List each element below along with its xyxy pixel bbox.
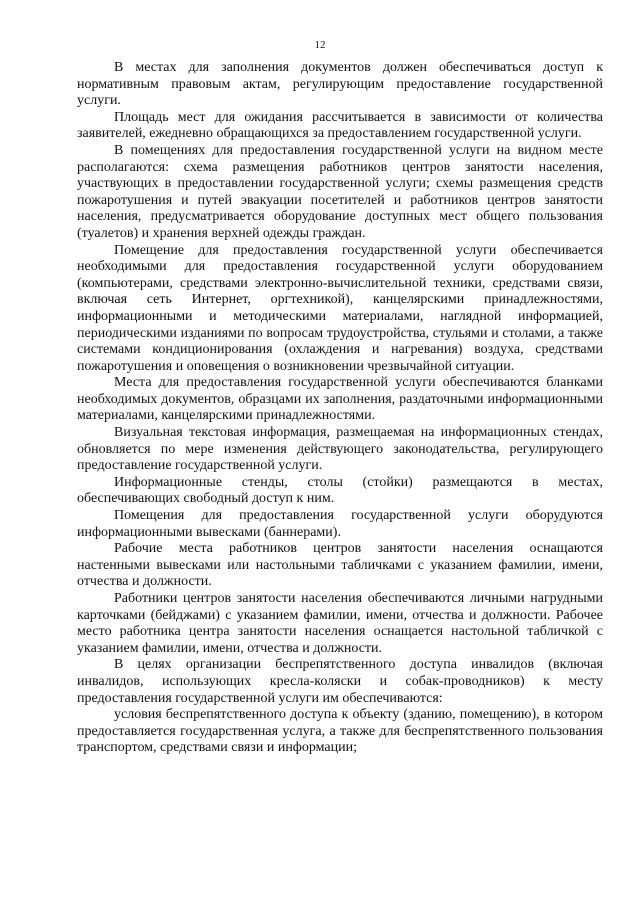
paragraph-access-conditions: условия беспрепятственного доступа к объекту (зданию, помещению), в котором предоставляется государственная услуга, а также для беспрепятственного пользования транспортом, средствами связи и информации; xyxy=(77,707,603,756)
paragraph-banners: Помещения для предоставления государственной услуги оборудуются информационными вывесками (баннерами). xyxy=(77,508,603,540)
paragraph-document-access: В местах для заполнения документов должен обеспечиваться доступ к нормативным правовым актам, регулирующим предоставление государственной услуги. xyxy=(77,60,603,109)
paragraph-disability-access: В целях организации беспрепятственного доступа инвалидов (включая инвалидов, использующих кресла-коляски и собак-проводников) к месту предоставления государственной услуги им обеспечиваются: xyxy=(77,657,603,706)
paragraph-waiting-area: Площадь мест для ожидания рассчитывается в зависимости от количества заявителей, ежедневно обращающихся за предоставлением государственной услуги. xyxy=(77,109,603,142)
paragraph-equipment: Помещение для предоставления государственной услуги обеспечивается необходимыми для предоставления государственной услуги оборудованием (компьютерами, средствами электронно-вычислительной техники, средствами связи, включая сеть Интернет, оргтехникой), канцелярскими принадлежностями, информационными и методическими материалами, наглядной информацией, периодическими изданиями по вопросам трудоустройства, стульями и столами, а также системами кондиционирования (охлаждения и нагревания) воздуха, средствами пожаротушения и оповещения о возникновении чрезвычайной ситуации. xyxy=(77,242,603,374)
paragraph-badges: Работники центров занятости населения обеспечиваются личными нагрудными карточками (бейджами) с указанием фамилии, имени, отчества и должности. Рабочее место работника центра занятости населения оснащается настольной табличкой с указанием фамилии, имени, отчества и должности. xyxy=(77,591,603,656)
page-number: 12 xyxy=(314,39,326,51)
paragraph-premises-layout: В помещениях для предоставления государственной услуги на видном месте располагаются: схема размещения работников центров занятости населения, участвующих в предоставлении государственной услуги; схемы размещения средств пожаротушения и путей эвакуации посетителей и работников центров занятости населения, предусматривается оборудование доступных мест общего пользования (туалетов) и хранения верхней одежды граждан. xyxy=(77,142,603,241)
paragraph-visual-info: Визуальная текстовая информация, размещаемая на информационных стендах, обновляется по мере изменения действующего законодательства, регулирующего предоставление государственной услуги. xyxy=(77,425,603,474)
paragraph-info-stands: Информационные стенды, столы (стойки) размещаются в местах, обеспечивающих свободный доступ к ним. xyxy=(77,474,603,507)
paragraph-forms: Места для предоставления государственной услуги обеспечиваются бланками необходимых документов, образцами их заполнения, раздаточными информационными материалами, канцелярскими принадлежностями. xyxy=(77,375,603,424)
document-body xyxy=(77,60,603,757)
paragraph-workplace-signs: Рабочие места работников центров занятости населения оснащаются настенными вывесками или настольными табличками с указанием фамилии, имени, отчества и должности. xyxy=(77,541,603,590)
